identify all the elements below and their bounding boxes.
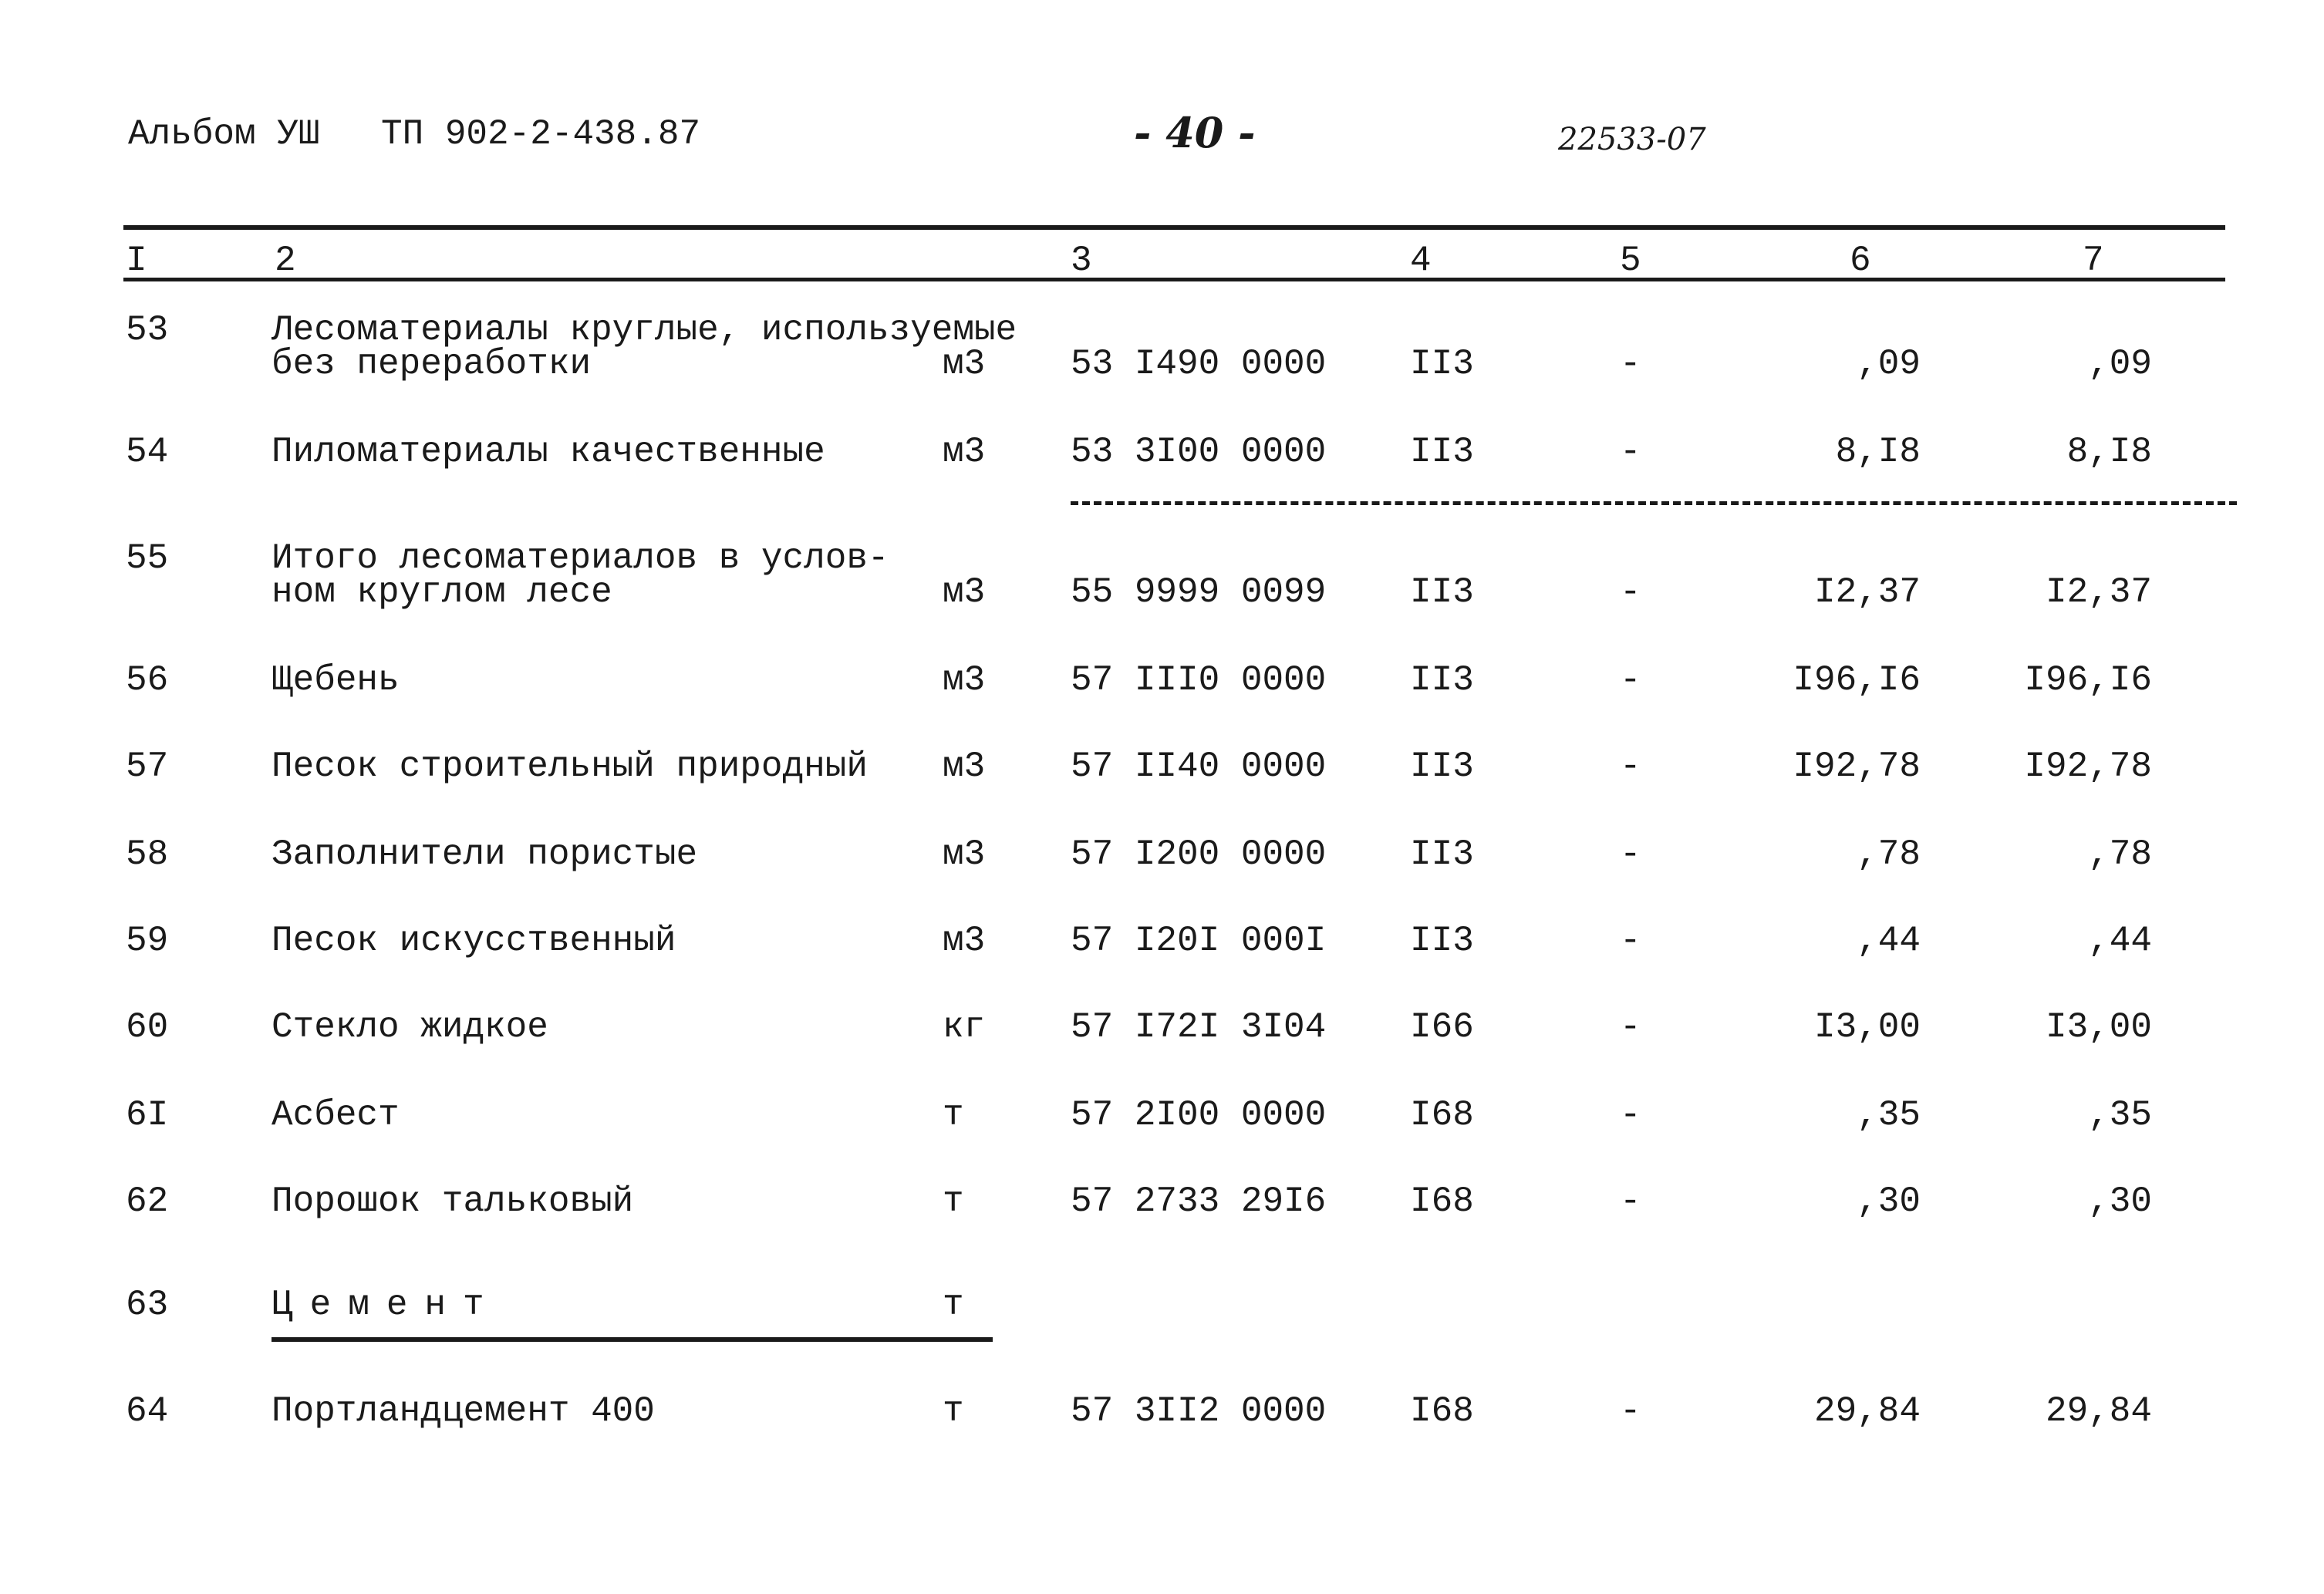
row-55-col6: I2,37 (1813, 572, 1921, 612)
row-56-col5: - (1620, 660, 1641, 700)
row-53-col5: - (1620, 344, 1641, 384)
section-underline (272, 1337, 993, 1342)
row-61-col7: ,35 (2088, 1095, 2152, 1135)
row-64-code: 57 3II2 0000 (1071, 1391, 1327, 1431)
row-60-col6: I3,00 (1813, 1007, 1921, 1047)
row-64-col6: 29,84 (1813, 1391, 1921, 1431)
row-59-col5: - (1620, 921, 1641, 961)
row-55-col7: I2,37 (2045, 572, 2152, 612)
row-61-col5: - (1620, 1095, 1641, 1135)
column-header-2: 2 (275, 241, 296, 281)
row-59-code: 57 I20I 000I (1071, 921, 1327, 961)
row-58-col5: - (1620, 834, 1641, 875)
row-63-number: 63 (126, 1285, 169, 1325)
project-code: ТП 902-2-438.87 (381, 114, 701, 154)
row-64-unit: т (943, 1391, 964, 1431)
row-62-number: 62 (126, 1181, 169, 1222)
header-bottom-rule (123, 278, 2225, 281)
row-56-col6: I96,I6 (1793, 660, 1921, 700)
row-61-col6: ,35 (1857, 1095, 1921, 1135)
row-63-section-title: Цемент (272, 1285, 501, 1325)
row-57-unit: м3 (943, 746, 986, 787)
row-62-col6: ,30 (1857, 1181, 1921, 1222)
row-62-name: Порошок тальковый (272, 1181, 634, 1222)
row-60-number: 60 (126, 1007, 169, 1047)
row-59-col7: ,44 (2088, 921, 2152, 961)
row-58-unit: м3 (943, 834, 986, 875)
row-58-name: Заполнители пористые (272, 834, 698, 875)
column-header-3: 3 (1071, 241, 1092, 281)
subtotal-dashed-divider (1071, 501, 2237, 505)
row-54-code: 53 3I00 0000 (1071, 432, 1327, 472)
row-58-number: 58 (126, 834, 169, 875)
row-55-col4: II3 (1410, 572, 1474, 612)
row-55-name-line1: Итого лесоматериалов в услов- (272, 538, 889, 578)
row-64-number: 64 (126, 1391, 169, 1431)
row-61-unit: т (943, 1095, 964, 1135)
album-label: Альбом УШ (128, 114, 320, 154)
row-64-name: Портландцемент 400 (272, 1391, 655, 1431)
row-59-number: 59 (126, 921, 169, 961)
row-60-code: 57 I72I 3I04 (1071, 1007, 1327, 1047)
row-61-number: 6I (126, 1095, 169, 1135)
row-53-col7: ,09 (2088, 344, 2152, 384)
row-54-col7: 8,I8 (2066, 432, 2152, 472)
row-61-name: Асбест (272, 1095, 400, 1135)
row-59-unit: м3 (943, 921, 986, 961)
row-54-col5: - (1620, 432, 1641, 472)
row-55-unit: м3 (943, 572, 986, 612)
row-60-unit: кг (943, 1007, 986, 1047)
row-57-code: 57 II40 0000 (1071, 746, 1327, 787)
column-header-5: 5 (1620, 241, 1641, 281)
row-53-name-line2: без переработки (272, 344, 592, 384)
row-59-col6: ,44 (1857, 921, 1921, 961)
row-60-col4: I66 (1410, 1007, 1474, 1047)
row-53-unit: м3 (943, 344, 986, 384)
row-59-name: Песок искусственный (272, 921, 676, 961)
row-61-code: 57 2I00 0000 (1071, 1095, 1327, 1135)
row-58-col7: ,78 (2088, 834, 2152, 875)
row-57-col4: II3 (1410, 746, 1474, 787)
column-header-4: 4 (1410, 241, 1432, 281)
row-57-col7: I92,78 (2024, 746, 2152, 787)
row-64-col4: I68 (1410, 1391, 1474, 1431)
row-59-col4: II3 (1410, 921, 1474, 961)
row-60-name: Стекло жидкое (272, 1007, 548, 1047)
row-55-number: 55 (126, 538, 169, 578)
row-63-unit: т (943, 1285, 964, 1325)
row-62-unit: т (943, 1181, 964, 1222)
row-60-col7: I3,00 (2045, 1007, 2152, 1047)
row-58-col6: ,78 (1857, 834, 1921, 875)
row-58-col4: II3 (1410, 834, 1474, 875)
row-53-code: 53 I490 0000 (1071, 344, 1327, 384)
row-57-name: Песок строительный природный (272, 746, 868, 787)
column-header-6: 6 (1850, 241, 1871, 281)
row-61-col4: I68 (1410, 1095, 1474, 1135)
row-64-col5: - (1620, 1391, 1641, 1431)
row-56-col4: II3 (1410, 660, 1474, 700)
row-56-col7: I96,I6 (2024, 660, 2152, 700)
row-55-name-line2: ном круглом лесе (272, 572, 612, 612)
row-56-unit: м3 (943, 660, 986, 700)
row-56-code: 57 III0 0000 (1071, 660, 1327, 700)
row-54-number: 54 (126, 432, 169, 472)
row-55-code: 55 9999 0099 (1071, 572, 1327, 612)
row-54-unit: м3 (943, 432, 986, 472)
row-64-col7: 29,84 (2045, 1391, 2152, 1431)
row-54-col6: 8,I8 (1835, 432, 1921, 472)
row-55-col5: - (1620, 572, 1641, 612)
row-53-col6: ,09 (1857, 344, 1921, 384)
row-62-col7: ,30 (2088, 1181, 2152, 1222)
row-62-col4: I68 (1410, 1181, 1474, 1222)
row-53-name-line1: Лесоматериалы круглые, используемые (272, 310, 1017, 350)
row-56-name: Щебень (272, 660, 400, 700)
row-53-col4: II3 (1410, 344, 1474, 384)
row-60-col5: - (1620, 1007, 1641, 1047)
row-54-col4: II3 (1410, 432, 1474, 472)
table-top-rule (123, 225, 2225, 230)
row-57-col5: - (1620, 746, 1641, 787)
document-code: 22533-07 (1558, 122, 1706, 157)
column-header-7: 7 (2083, 241, 2104, 281)
row-62-col5: - (1620, 1181, 1641, 1222)
row-56-number: 56 (126, 660, 169, 700)
page-number: - 40 - (1134, 108, 1256, 157)
column-header-1: I (126, 241, 147, 281)
row-62-code: 57 2733 29I6 (1071, 1181, 1327, 1222)
row-57-number: 57 (126, 746, 169, 787)
row-54-name: Пиломатериалы качественные (272, 432, 825, 472)
row-57-col6: I92,78 (1793, 746, 1921, 787)
row-53-number: 53 (126, 310, 169, 350)
row-58-code: 57 I200 0000 (1071, 834, 1327, 875)
